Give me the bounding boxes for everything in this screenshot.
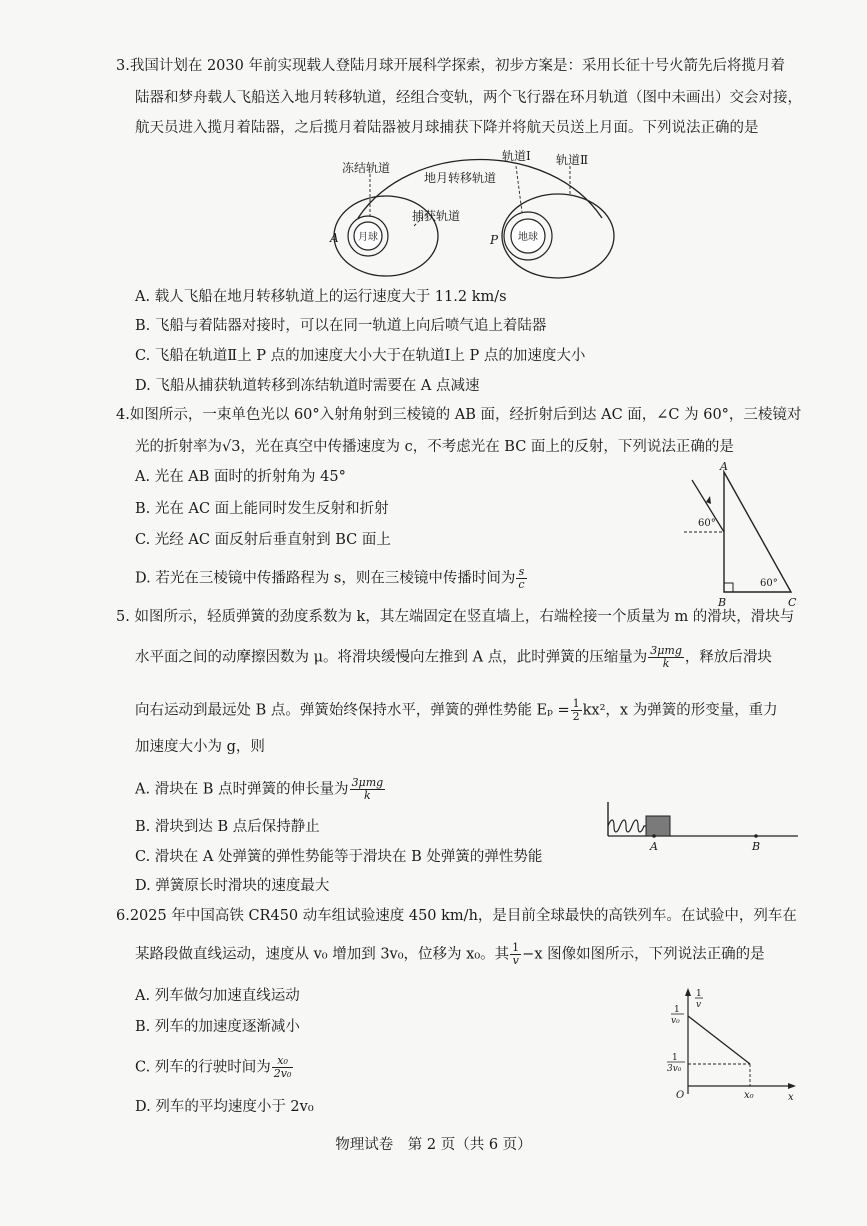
q6-stem-line2: 某路段做直线运动，速度从 v₀ 增加到 3v₀，位移为 x₀。其 $\frac{1}{v}$ −x 图像如图所示，下列说法正确的是 <box>135 941 765 967</box>
q6-option-d: D. 列车的平均速度小于 2v₀ <box>135 1099 314 1115</box>
q5-spring-figure <box>604 796 800 856</box>
y-axis-label-num: 1 <box>696 989 702 999</box>
orbit2-label: 轨道Ⅱ <box>556 153 589 167</box>
angle-c-label: 60° <box>760 578 778 589</box>
q6-inverse-v-fraction: $\frac{1}{v}$ <box>512 941 520 967</box>
q5-half-fraction: $\frac{1}{2}$ <box>572 697 580 723</box>
prism-label-c: C <box>788 596 797 609</box>
spring-coil <box>608 820 652 832</box>
point-a-label: A <box>650 840 658 853</box>
q6-option-c-fraction: $\frac{\text{x₀}}{\text{2v₀}}$ <box>273 1054 292 1080</box>
q3-option-c: C. 飞船在轨道Ⅱ上 P 点的加速度大小大于在轨道Ⅰ上 P 点的加速度大小 <box>135 348 586 364</box>
x-axis-label: x <box>788 1092 794 1103</box>
q5-option-c: C. 滑块在 A 处弹簧的弹性势能等于滑块在 B 处弹簧的弹性势能 <box>135 849 543 865</box>
slider-block <box>646 816 670 836</box>
capture-orbit-label: 捕获轨道 <box>412 209 461 223</box>
y-high-den: v₀ <box>671 1016 680 1026</box>
capture-orbit <box>334 196 438 276</box>
q4-option-d <box>135 566 528 591</box>
q3-option-a: A. 载人飞船在地月转移轨道上的运行速度大于 11.2 km/s <box>135 289 507 305</box>
prism-triangle <box>724 472 791 592</box>
point-b-label: B <box>752 840 761 853</box>
origin-label: O <box>676 1090 685 1101</box>
q4-option-a: A. 光在 AB 面时的折射角为 45° <box>135 469 346 485</box>
q4-option-b: B. 光在 AC 面上能同时发生反射和折射 <box>135 501 389 517</box>
y-low-num: 1 <box>672 1053 678 1063</box>
prism-label-a: A <box>720 460 728 473</box>
q3-option-d: D. 飞船从捕获轨道转移到冻结轨道时需要在 A 点减速 <box>135 378 480 394</box>
q5-stem-line3: 向右运动到最远处 B 点。弹簧始终保持水平，弹簧的弹性势能 Eₚ = $\frac{1}{2}$ kx²，x 为弹簧的形变量，重力 <box>135 697 778 723</box>
orbit1-label: 轨道Ⅰ <box>502 149 531 163</box>
y-axis-label-den: v <box>696 1000 702 1010</box>
q6-option-b: B. 列车的加速度逐渐减小 <box>135 1019 300 1035</box>
q5-option-d: D. 弹簧原长时滑块的速度最大 <box>135 878 330 894</box>
q4-stem-line2: 光的折射率为√3，光在真空中传播速度为 c，不考虑光在 BC 面上的反射，下列说法正确的是 <box>135 439 734 455</box>
q4-option-c: C. 光经 AC 面反射后垂直射到 BC 面上 <box>135 532 391 548</box>
q6-option-c: C. 列车的行驶时间为 $\frac{\text{x₀}}{\text{2v₀}}$ <box>135 1054 292 1080</box>
frozen-orbit-label: 冻结轨道 <box>342 161 391 175</box>
graph-line <box>688 1016 750 1064</box>
point-a-label: A <box>330 231 339 245</box>
point-p-label: P <box>490 233 499 247</box>
incident-angle-label: 60° <box>698 518 716 529</box>
y-high-num: 1 <box>674 1005 680 1015</box>
q4-stem-line1: 4.如图所示，一束单色光以 60°入射角射到三棱镜的 AB 面，经折射后到达 AC 面，∠C 为 60°，三棱镜对 <box>116 407 802 423</box>
transfer-orbit-label: 地月转移轨道 <box>424 171 497 185</box>
q5-compression-fraction: $\frac{\text{3μmg}}{k}$ <box>650 644 682 670</box>
transfer-orbit-arc <box>358 160 602 219</box>
y-low-den: 3v₀ <box>667 1064 682 1074</box>
q5-option-a: A. 滑块在 B 点时弹簧的伸长量为 $\frac{\text{3μmg}}{k}$ <box>135 776 384 802</box>
q5-option-a-fraction: $\frac{\text{3μmg}}{k}$ <box>351 776 384 802</box>
q5-stem-line2: 水平面之间的动摩擦因数为 μ。将滑块缓慢向左推到 A 点，此时弹簧的压缩量为 $\frac{\text{3μmg}}{k}$ ，释放后滑块 <box>135 644 772 670</box>
q5-option-b: B. 滑块到达 B 点后保持静止 <box>135 819 320 835</box>
q3-option-b: B. 飞船与着陆器对接时，可以在同一轨道上向后喷气追上着陆器 <box>135 318 547 334</box>
q5-stem-line4: 加速度大小为 g，则 <box>135 739 265 755</box>
q6-stem-line1: 6.2025 年中国高铁 CR450 动车组试验速度 450 km/h，是目前全球最快的高铁列车。在试验中，列车在 <box>116 908 797 924</box>
q5-stem-line1: 5. 如图所示，轻质弹簧的劲度系数为 k，其左端固定在竖直墙上，右端栓接一个质量为 m 的滑块，滑块与 <box>116 609 795 625</box>
q6-option-a: A. 列车做匀加速直线运动 <box>135 988 300 1004</box>
x0-label: x₀ <box>744 1090 754 1101</box>
page-footer: 物理试卷 第 2 页（共 6 页） <box>335 1137 532 1153</box>
q3-stem-line3: 航天员进入揽月着陆器，之后揽月着陆器被月球捕获下降并将航天员送上月面。下列说法正确的是 <box>135 120 759 136</box>
q3-stem-line1: 3.我国计划在 2030 年前实现载人登陆月球开展科学探索，初步方案是：采用长征十号火箭先后将揽月着 <box>116 58 785 74</box>
q6-graph-figure <box>660 986 800 1106</box>
earth-label: 地球 <box>518 232 538 243</box>
q4-option-d-fraction: $\frac{s}{c}$ <box>518 565 525 591</box>
q3-stem-line2: 陆器和梦舟载人飞船送入地月转移轨道，经组合变轨，两个飞行器在环月轨道（图中未画出）交会对接， <box>135 90 802 106</box>
moon-label: 月球 <box>358 232 378 243</box>
q3-orbit-figure <box>320 140 620 280</box>
q4-prism-figure <box>680 462 810 622</box>
prism-label-b: B <box>718 596 727 609</box>
q4-option-d-text: D. 若光在三棱镜中传播路程为 s，则在三棱镜中传播时间为 <box>135 570 516 587</box>
